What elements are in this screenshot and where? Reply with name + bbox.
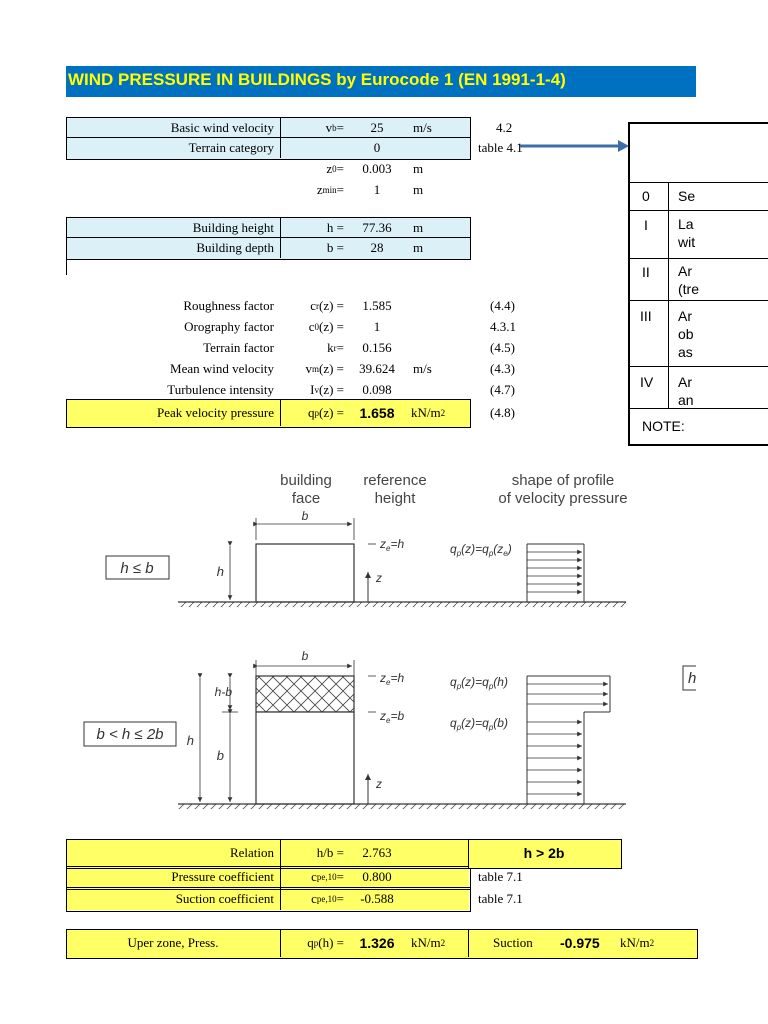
dim-b-1: b bbox=[301, 509, 309, 523]
case2-label: b < h ≤ 2b bbox=[96, 726, 164, 743]
unit-zmin: m bbox=[413, 181, 424, 197]
sym-qp: q p (z) = bbox=[307, 404, 344, 420]
value-terrain-category[interactable]: 0 bbox=[373, 139, 381, 155]
label-suction: Suction bbox=[493, 935, 533, 950]
table-text: Ar bbox=[678, 374, 692, 390]
factor-label: Orography factor bbox=[184, 318, 274, 334]
qp-eq-b: $q_p(z)=q_p(b)$ bbox=[450, 716, 508, 732]
factor-ref: (4.3) bbox=[490, 360, 515, 376]
factor-label: Mean wind velocity bbox=[170, 360, 274, 376]
value-peak-velocity: 1.658 bbox=[359, 404, 395, 421]
factor-symbol: I v (z) = bbox=[310, 381, 344, 397]
sym-qph: q p (h) = bbox=[307, 935, 344, 950]
dim-hb: h-b bbox=[214, 685, 232, 699]
col-reference-height: reference bbox=[363, 472, 427, 489]
factor-value: 1 bbox=[373, 318, 381, 334]
value-suction-coefficient: -0.588 bbox=[360, 890, 394, 906]
ref-wind-velocity: 4.2 bbox=[496, 119, 513, 135]
col-building-face-2: face bbox=[291, 490, 321, 507]
table-row-0: 0 bbox=[642, 188, 650, 204]
sym-hb: h/b = bbox=[316, 845, 344, 860]
sym-cpe-suction: c pe,10 = bbox=[311, 890, 344, 906]
table-text: as bbox=[678, 344, 693, 360]
value-suction: -0.975 bbox=[560, 935, 600, 951]
unit-building-height: m bbox=[413, 219, 424, 235]
sym-h: h = bbox=[326, 219, 344, 235]
label-relation: Relation bbox=[229, 845, 274, 860]
label-basic-wind-velocity: Basic wind velocity bbox=[170, 119, 274, 135]
label-building-height: Building height bbox=[192, 219, 274, 235]
table-text: wit bbox=[678, 234, 696, 250]
factor-ref: 4.3.1 bbox=[490, 318, 516, 334]
unit-suction: kN/m 2 bbox=[620, 935, 655, 950]
table-note: NOTE: bbox=[642, 418, 685, 434]
value-z0: 0.003 bbox=[362, 160, 392, 176]
ze-b-label: $z_e=b$ bbox=[380, 709, 405, 725]
table-text: an bbox=[678, 392, 694, 408]
terrain-category-table bbox=[628, 122, 768, 446]
factor-unit bbox=[413, 295, 453, 316]
unit-building-depth: m bbox=[413, 239, 424, 255]
table-row-1: I bbox=[644, 217, 648, 233]
col-shape-profile-2: of velocity pressure bbox=[498, 490, 628, 507]
sym-zmin: z min = bbox=[316, 181, 344, 197]
factor-symbol: v m (z) = bbox=[305, 360, 344, 376]
ze-h-label-1: $z_e=h$ bbox=[380, 537, 405, 553]
value-wind-velocity[interactable]: 25 bbox=[370, 119, 384, 135]
factor-label: Roughness factor bbox=[183, 297, 274, 313]
dim-b-vertical: b bbox=[216, 748, 224, 763]
qp-eq-1: $q_p(z)=q_p(z_e)$ bbox=[450, 542, 512, 558]
dim-h-2: h bbox=[186, 733, 194, 748]
table-text: La bbox=[678, 216, 694, 232]
factor-symbol: c r (z) = bbox=[310, 297, 344, 313]
factor-ref: (4.4) bbox=[490, 297, 515, 313]
sym-b: b = bbox=[326, 239, 344, 255]
factor-unit bbox=[413, 337, 453, 358]
arrow-to-table-icon bbox=[518, 138, 630, 154]
label-pressure-coefficient: Pressure coefficient bbox=[171, 869, 274, 884]
label-building-depth: Building depth bbox=[196, 239, 274, 255]
factor-unit: m/s bbox=[413, 360, 432, 376]
factor-unit bbox=[413, 379, 453, 400]
factor-ref: (4.7) bbox=[490, 381, 515, 397]
ref-pressure-coefficient: table 7.1 bbox=[478, 869, 523, 884]
table-text: Ar bbox=[678, 308, 692, 324]
unit-wind-velocity: m/s bbox=[413, 119, 432, 135]
verdict-text: h > 2b bbox=[523, 845, 565, 861]
label-upper-zone: Uper zone, Press. bbox=[127, 935, 219, 950]
ref-suction-coefficient: table 7.1 bbox=[478, 890, 523, 906]
dim-b-2: b bbox=[301, 649, 309, 663]
label-suction-coefficient: Suction coefficient bbox=[175, 890, 274, 906]
ze-h-label-2: $z_e=h$ bbox=[380, 671, 405, 687]
table-row-2: II bbox=[642, 264, 650, 280]
sym-cpe-pressure: c pe,10 = bbox=[311, 869, 344, 884]
factor-unit bbox=[413, 316, 453, 337]
factor-value: 0.156 bbox=[362, 339, 392, 355]
value-upper-zone-pressure: 1.326 bbox=[359, 935, 395, 951]
value-building-height[interactable]: 77.36 bbox=[362, 219, 392, 235]
z-label-2: z bbox=[376, 777, 382, 791]
factor-label: Turbulence intensity bbox=[167, 381, 274, 397]
factor-value: 1.585 bbox=[362, 297, 392, 313]
value-pressure-coefficient: 0.800 bbox=[362, 869, 392, 884]
col-shape-profile: shape of profile bbox=[511, 472, 615, 489]
table-text: Se bbox=[678, 188, 696, 204]
unit-upper-zone-pressure: kN/m 2 bbox=[411, 935, 446, 950]
case1-label: h ≤ b bbox=[120, 560, 154, 577]
sym-z0: z 0 = bbox=[326, 160, 344, 176]
building-profile-diagram bbox=[0, 460, 768, 832]
col-building-face: building bbox=[280, 472, 332, 489]
sym-vb: v b = bbox=[325, 119, 344, 135]
factor-label: Terrain factor bbox=[203, 339, 274, 355]
table-text: (tre bbox=[678, 281, 699, 297]
label-terrain-category: Terrain category bbox=[188, 139, 274, 155]
label-peak-velocity: Peak velocity pressure bbox=[157, 404, 274, 420]
col-reference-height-2: height bbox=[374, 490, 416, 507]
dim-h-1: h bbox=[216, 564, 224, 579]
qp-eq-h: $q_p(z)=q_p(h)$ bbox=[450, 675, 508, 691]
value-relation: 2.763 bbox=[362, 845, 392, 860]
factor-value: 39.624 bbox=[359, 360, 395, 376]
table-text: ob bbox=[678, 326, 694, 342]
z-label-1: z bbox=[376, 571, 382, 585]
ref-terrain-category: table 4.1 bbox=[478, 139, 523, 155]
factor-symbol: k r = bbox=[327, 339, 344, 355]
value-building-depth[interactable]: 28 bbox=[370, 239, 384, 255]
ref-peak-velocity: (4.8) bbox=[490, 404, 515, 420]
clipped-case-label: h bbox=[688, 670, 697, 687]
factor-ref: (4.5) bbox=[490, 339, 515, 355]
table-text: Ar bbox=[678, 263, 692, 279]
factor-symbol: c 0 (z) = bbox=[308, 318, 344, 334]
table-row-4: IV bbox=[640, 374, 654, 390]
unit-z0: m bbox=[413, 160, 424, 176]
page-title: WIND PRESSURE IN BUILDINGS by Eurocode 1 (EN 1991-1-4) bbox=[68, 70, 566, 89]
value-zmin: 1 bbox=[373, 181, 381, 197]
unit-peak-velocity: kN/m 2 bbox=[411, 404, 446, 420]
table-row-3: III bbox=[640, 308, 652, 324]
factor-value: 0.098 bbox=[362, 381, 392, 397]
